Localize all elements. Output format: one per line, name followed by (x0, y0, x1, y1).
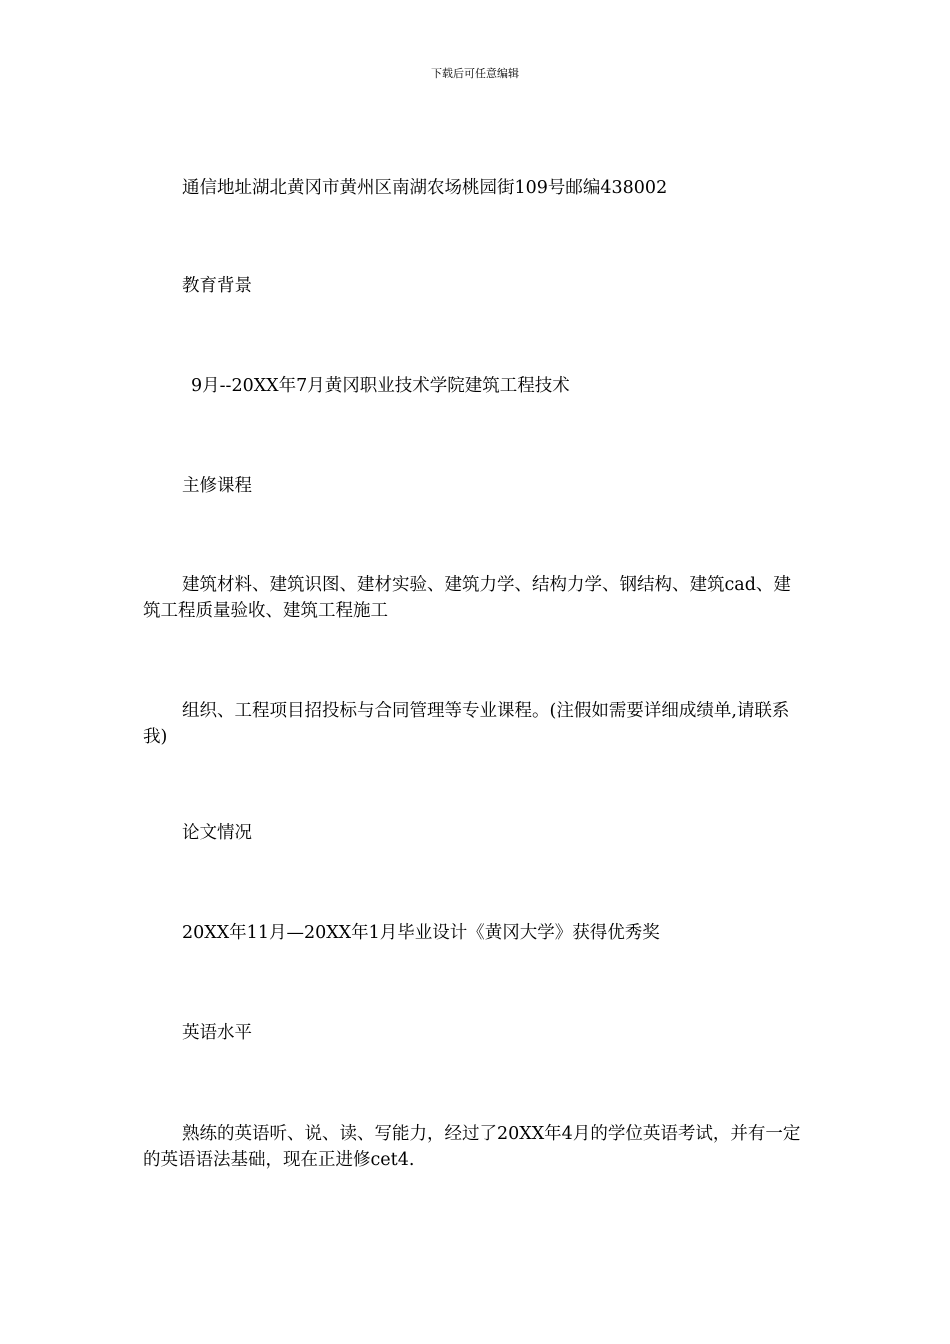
courses-list: 建筑材料、建筑识图、建材实验、建筑力学、结构力学、钢结构、建筑cad、建筑工程质量验收、建筑工程施工 (143, 575, 791, 621)
page-header: 下载后可任意编辑 (431, 67, 519, 80)
english-heading: 英语水平 (182, 1023, 252, 1043)
english-item: 熟练的英语听、说、读、写能力，经过了20XX年4月的学位英语考试，并有一定的英语语法基础，现在正进修cet4. (143, 1124, 801, 1170)
courses-list-continued: 组织、工程项目招投标与合同管理等专业课程。(注假如需要详细成绩单,请联系我) (143, 701, 790, 747)
education-item: 9月--20XX年7月黄冈职业技术学院建筑工程技术 (191, 376, 570, 396)
thesis-item: 20XX年11月—20XX年1月毕业设计《黄冈大学》获得优秀奖 (182, 923, 660, 943)
education-heading: 教育背景 (182, 276, 252, 296)
thesis-heading: 论文情况 (182, 823, 252, 843)
address-line: 通信地址湖北黄冈市黄州区南湖农场桃园街109号邮编438002 (182, 178, 668, 198)
courses-heading: 主修课程 (182, 476, 252, 496)
